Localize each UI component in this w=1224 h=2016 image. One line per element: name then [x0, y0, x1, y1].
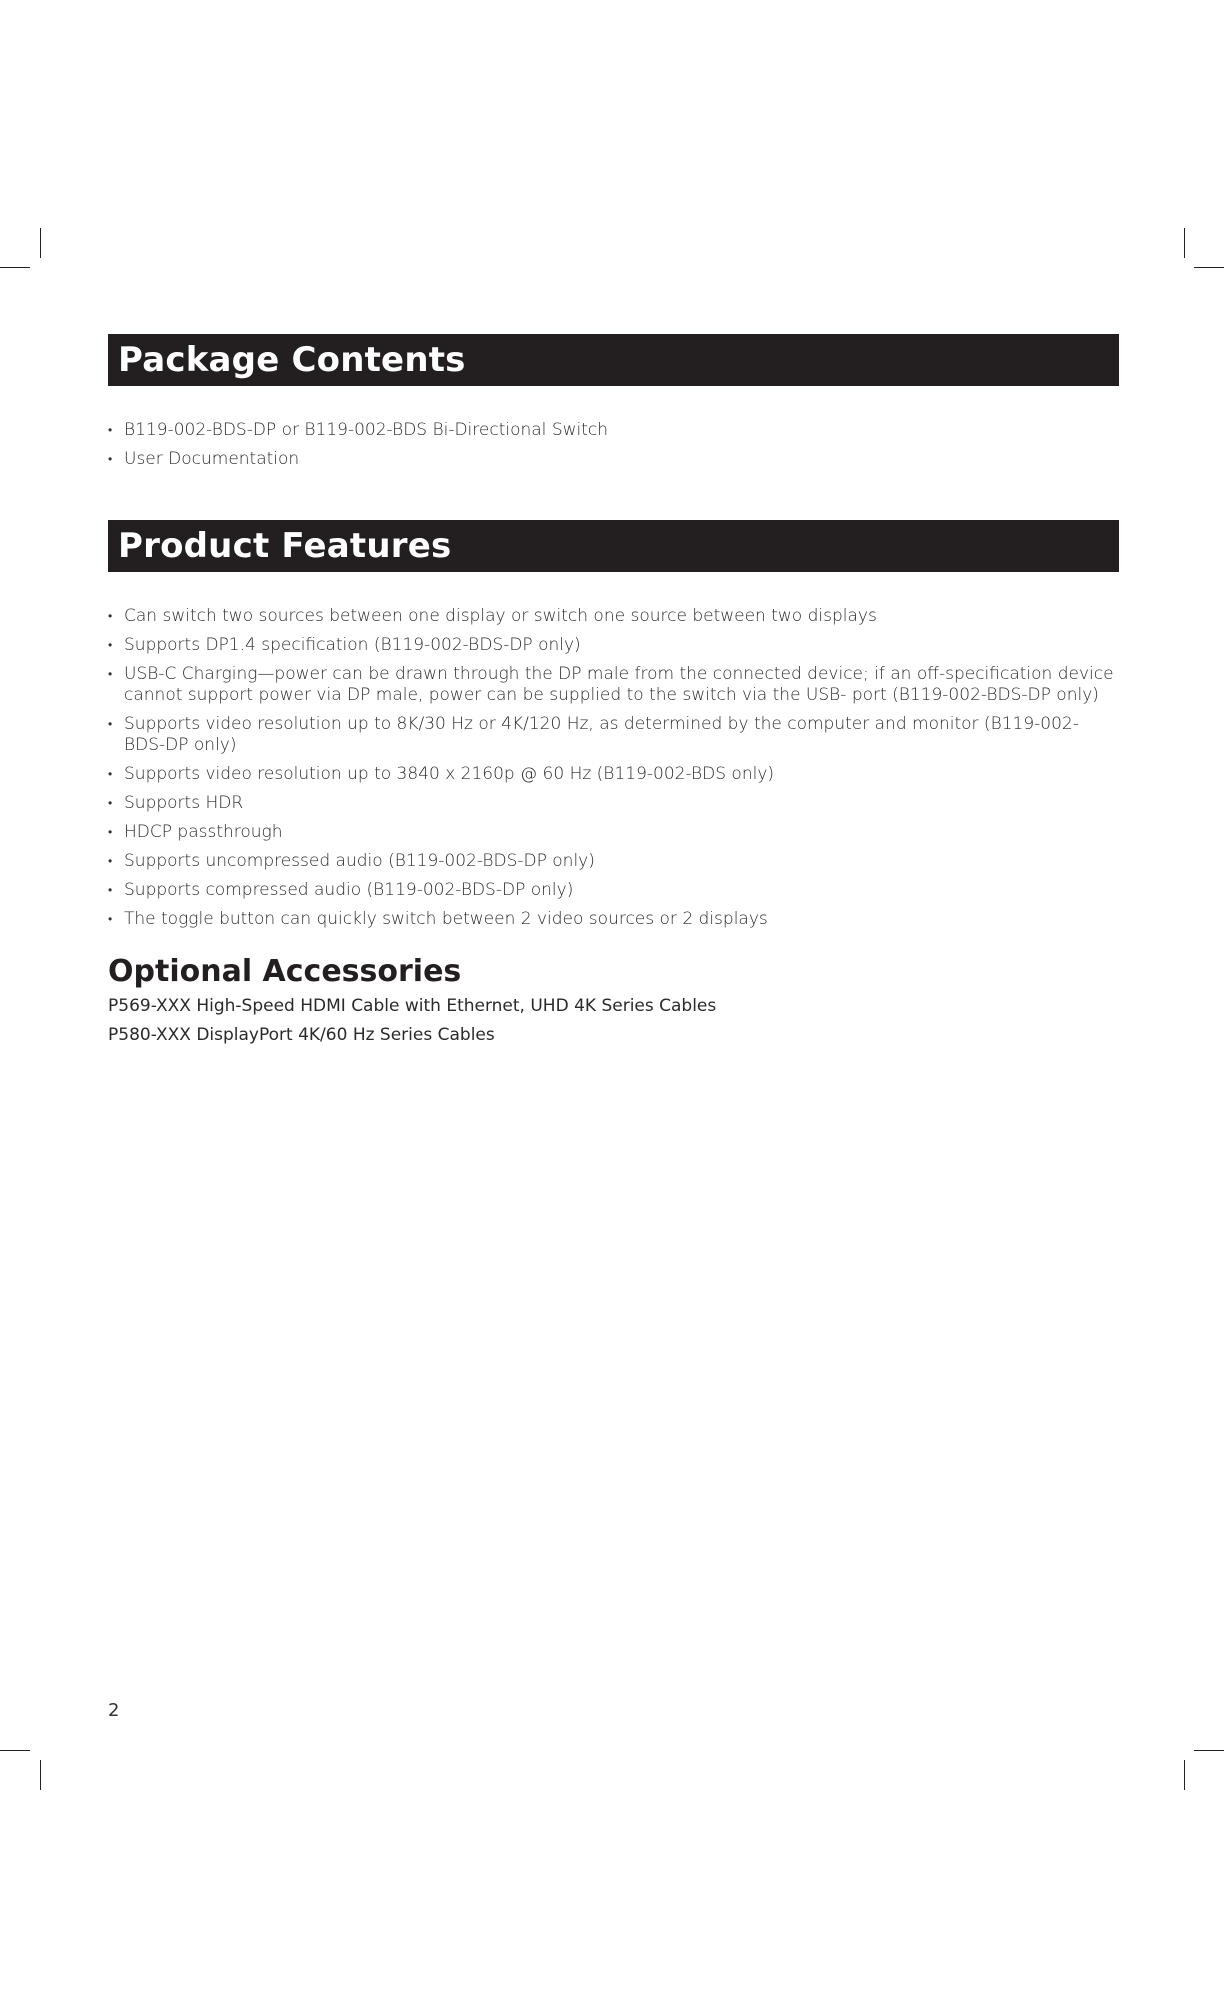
crop-mark-top-left-h [0, 267, 30, 268]
product-features-heading: Product Features [108, 520, 1119, 572]
crop-mark-top-right-h [1194, 267, 1224, 268]
list-item: • User Documentation [108, 449, 1119, 470]
list-item: • Can switch two sources between one display or switch one source between two displays [108, 606, 1119, 627]
crop-mark-bottom-left-h [0, 1750, 30, 1751]
list-item: • USB-C Charging—power can be drawn through the DP male from the connected device; if an off-specification device cannot support power via DP male, power can be supplied to the switch via the USB- port (B119-002-BDS-DP only) [108, 664, 1119, 706]
list-item: • HDCP passthrough [108, 822, 1119, 843]
package-contents-list [108, 420, 1119, 478]
list-item: • Supports video resolution up to 8K/30 Hz or 4K/120 Hz, as determined by the computer and monitor (B119-002-BDS-DP only) [108, 714, 1119, 756]
crop-mark-bottom-right-v [1184, 1760, 1185, 1790]
list-item: P580-XXX DisplayPort 4K/60 Hz Series Cables [108, 1025, 495, 1045]
package-contents-heading: Package Contents [108, 334, 1119, 386]
crop-mark-top-left-v [40, 228, 41, 258]
list-item: • Supports DP1.4 specification (B119-002-BDS-DP only) [108, 635, 1119, 656]
optional-accessories-heading: Optional Accessories [108, 954, 462, 989]
page-number: 2 [108, 1700, 120, 1721]
list-item: P569-XXX High-Speed HDMI Cable with Ethernet, UHD 4K Series Cables [108, 996, 717, 1016]
crop-mark-top-right-v [1184, 228, 1185, 258]
optional-accessories-list [108, 996, 1119, 1054]
list-item: • Supports compressed audio (B119-002-BDS-DP only) [108, 880, 1119, 901]
list-item: • Supports HDR [108, 793, 1119, 814]
list-item: • B119-002-BDS-DP or B119-002-BDS Bi-Directional Switch [108, 420, 1119, 441]
list-item: • Supports video resolution up to 3840 x 2160p @ 60 Hz (B119-002-BDS only) [108, 764, 1119, 785]
crop-mark-bottom-right-h [1194, 1750, 1224, 1751]
list-item: • The toggle button can quickly switch between 2 video sources or 2 displays [108, 909, 1119, 930]
crop-mark-bottom-left-v [40, 1760, 41, 1790]
list-item: • Supports uncompressed audio (B119-002-BDS-DP only) [108, 851, 1119, 872]
product-features-list [108, 606, 1119, 938]
